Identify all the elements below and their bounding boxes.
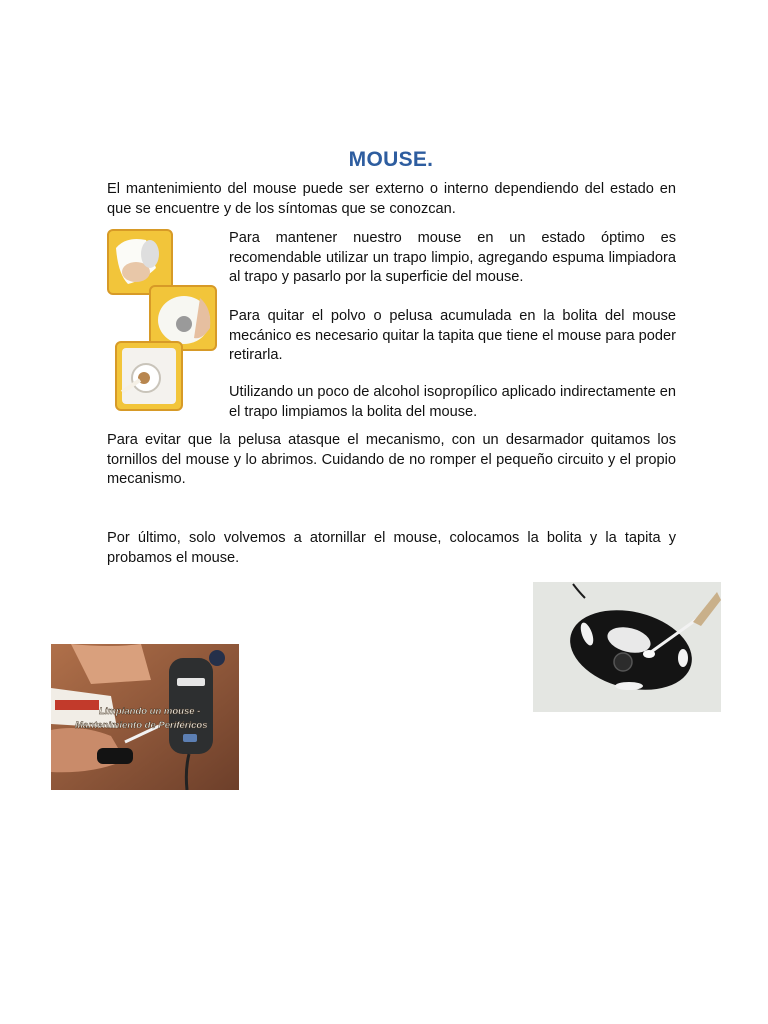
video-still-photo: [51, 644, 239, 790]
cleaning-steps-image: [106, 228, 218, 412]
reassembly-paragraph: Por último, solo volvemos a atornillar el mouse, colocamos la bolita y la tapita y probamos el mouse.: [107, 530, 676, 566]
mouse-underside-photo: [533, 582, 721, 712]
cloth-cleaning-paragraph: Para mantener nuestro mouse en un estado óptimo es recomendable utilizar un trapo limpio, agregando espuma limpiadora al trapo y pasarlo por la superficie del mouse.: [229, 230, 676, 285]
intro-paragraph: El mantenimiento del mouse puede ser externo o interno dependiendo del estado en que se encuentre y de los síntomas que se conozcan.: [107, 181, 676, 217]
video-caption-line-1: Limpiando un mouse -: [99, 706, 201, 717]
ball-removal-thumbnail: [150, 286, 216, 350]
video-caption-line-2: Mantenimiento de Periféricos: [75, 720, 208, 731]
cloth-wiping-thumbnail: [108, 230, 172, 294]
alcohol-cleaning-paragraph: Utilizando un poco de alcohol isopropílico aplicado indirectamente en el trapo limpiamos la bolita del mouse.: [229, 384, 677, 420]
ball-cleaning-thumbnail: [116, 342, 182, 410]
ball-removal-paragraph: Para quitar el polvo o pelusa acumulada en la bolita del mouse mecánico es necesario quitar la tapita que tiene el mouse para poder retirarla.: [229, 308, 677, 363]
page-title: MOUSE.: [348, 148, 434, 171]
disassembly-paragraph: Para evitar que la pelusa atasque el mecanismo, con un desarmador quitamos los tornillos del mouse y lo abrimos. Cuidando de no romper el pequeño circuito y el propio mecanismo.: [107, 432, 676, 487]
